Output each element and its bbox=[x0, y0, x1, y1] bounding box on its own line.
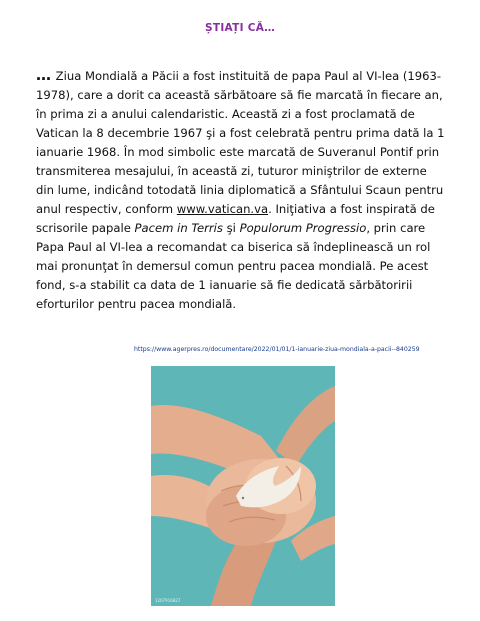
ellipsis: … bbox=[36, 66, 52, 84]
paragraph-line: 1978), care a dorit ca această sărbătoare să fie marcată în fiecare an, bbox=[36, 88, 443, 102]
paragraph-text: , prin care bbox=[366, 221, 426, 235]
paragraph-line bbox=[36, 66, 450, 86]
paragraph-text: . Iniţiativa a fost inspirată de bbox=[268, 202, 435, 216]
paragraph-line: din lume, indicând totodată linia diplomatică a Sfântului Scaun pentru bbox=[36, 183, 444, 197]
paragraph-line: eforturilor pentru pacea mondială. bbox=[36, 297, 237, 311]
encyclical-title: Populorum Progressio bbox=[239, 221, 367, 235]
hands-dove-illustration bbox=[151, 366, 335, 606]
paragraph-line: transmiterea mesajului, în această zi, tuturor miniştrilor de externe bbox=[36, 164, 427, 178]
paragraph-line: Vatican la 8 decembrie 1967 şi a fost celebrată pentru prima dată la 1 bbox=[36, 126, 445, 140]
paragraph-line: mai pronunţat în demersul comun pentru pacea mondială. Pe acest bbox=[36, 259, 429, 273]
paragraph-line: fond, s-a stabilit ca data de 1 ianuarie să fie dedicată sărbătoririi bbox=[36, 278, 413, 292]
paragraph-line: ianuarie 1968. În mod simbolic este marcată de Suveranul Pontif prin bbox=[36, 145, 440, 159]
hands-dove-photo bbox=[151, 366, 335, 606]
vatican-link[interactable]: www.vatican.va bbox=[176, 202, 269, 216]
page-title: ȘTIAȚI CĂ… bbox=[205, 22, 275, 34]
paragraph-line: Papa Paul al VI-lea a recomandat ca biserica să îndeplinească un rol bbox=[36, 240, 431, 254]
paragraph-text: şi bbox=[222, 221, 240, 235]
paragraph-line bbox=[36, 219, 450, 238]
paragraph-line bbox=[36, 200, 450, 219]
paragraph-text: anul respectiv, conform bbox=[36, 202, 177, 216]
article-paragraph bbox=[36, 66, 450, 314]
encyclical-title: Pacem in Terris bbox=[134, 221, 223, 235]
paragraph-line: în prima zi a anului calendaristic. Această zi a fost proclamată de bbox=[36, 107, 415, 121]
photo-id: 1267916827 bbox=[155, 598, 181, 603]
paragraph-text: Ziua Mondială a Păcii a fost instituită de papa Paul al VI-lea (1963- bbox=[52, 69, 442, 83]
paragraph-text: scrisorile papale bbox=[36, 221, 135, 235]
source-link[interactable]: https://www.agerpres.ro/documentare/2022/01/01/1-ianuarie-ziua-mondiala-a-pacii--840259 bbox=[134, 346, 420, 353]
